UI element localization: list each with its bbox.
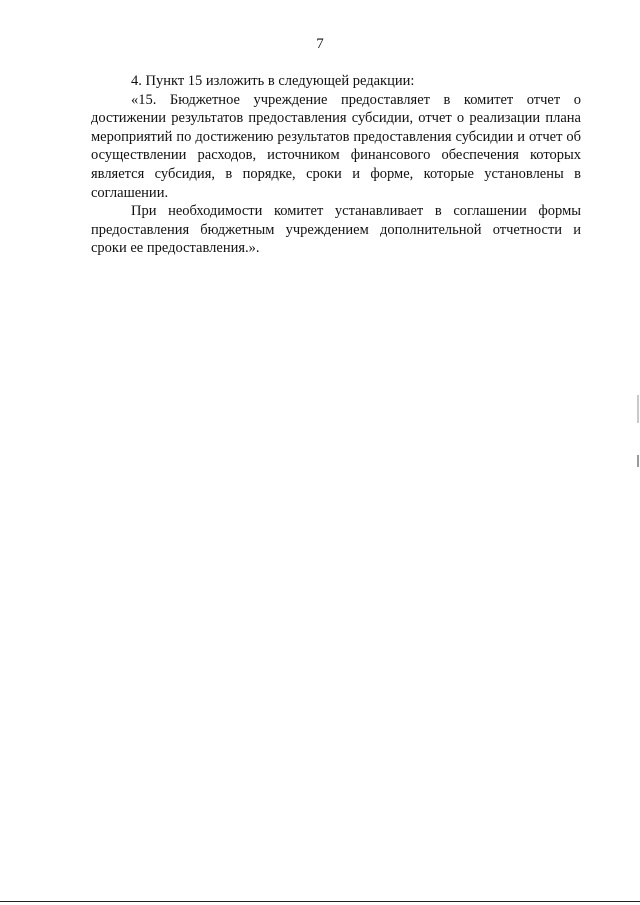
page-bottom-edge bbox=[0, 901, 640, 902]
paragraph-clause-15: «15. Бюджетное учреждение предоставляет в комитет отчет о достижении результатов предоставления субсидии, отчет о реализации плана мероприятий по достижению результатов предоставления субсидии и отчет об осуществлении расходов, источником финансового обеспечения которых является субсидия, в порядке, сроки и форме, которые установлены в соглашении. bbox=[91, 91, 581, 201]
document-body bbox=[91, 72, 581, 258]
paragraph-additional-reporting: При необходимости комитет устанавливает в соглашении формы предоставления бюджетным учреждением дополнительной отчетности и сроки ее предоставления.». bbox=[91, 203, 581, 257]
page-number: 7 bbox=[316, 36, 324, 52]
scan-artifact-mark bbox=[637, 455, 639, 467]
scan-artifact-mark bbox=[637, 395, 639, 423]
paragraph-item-4-heading: 4. Пункт 15 изложить в следующей редакции: bbox=[131, 73, 415, 89]
